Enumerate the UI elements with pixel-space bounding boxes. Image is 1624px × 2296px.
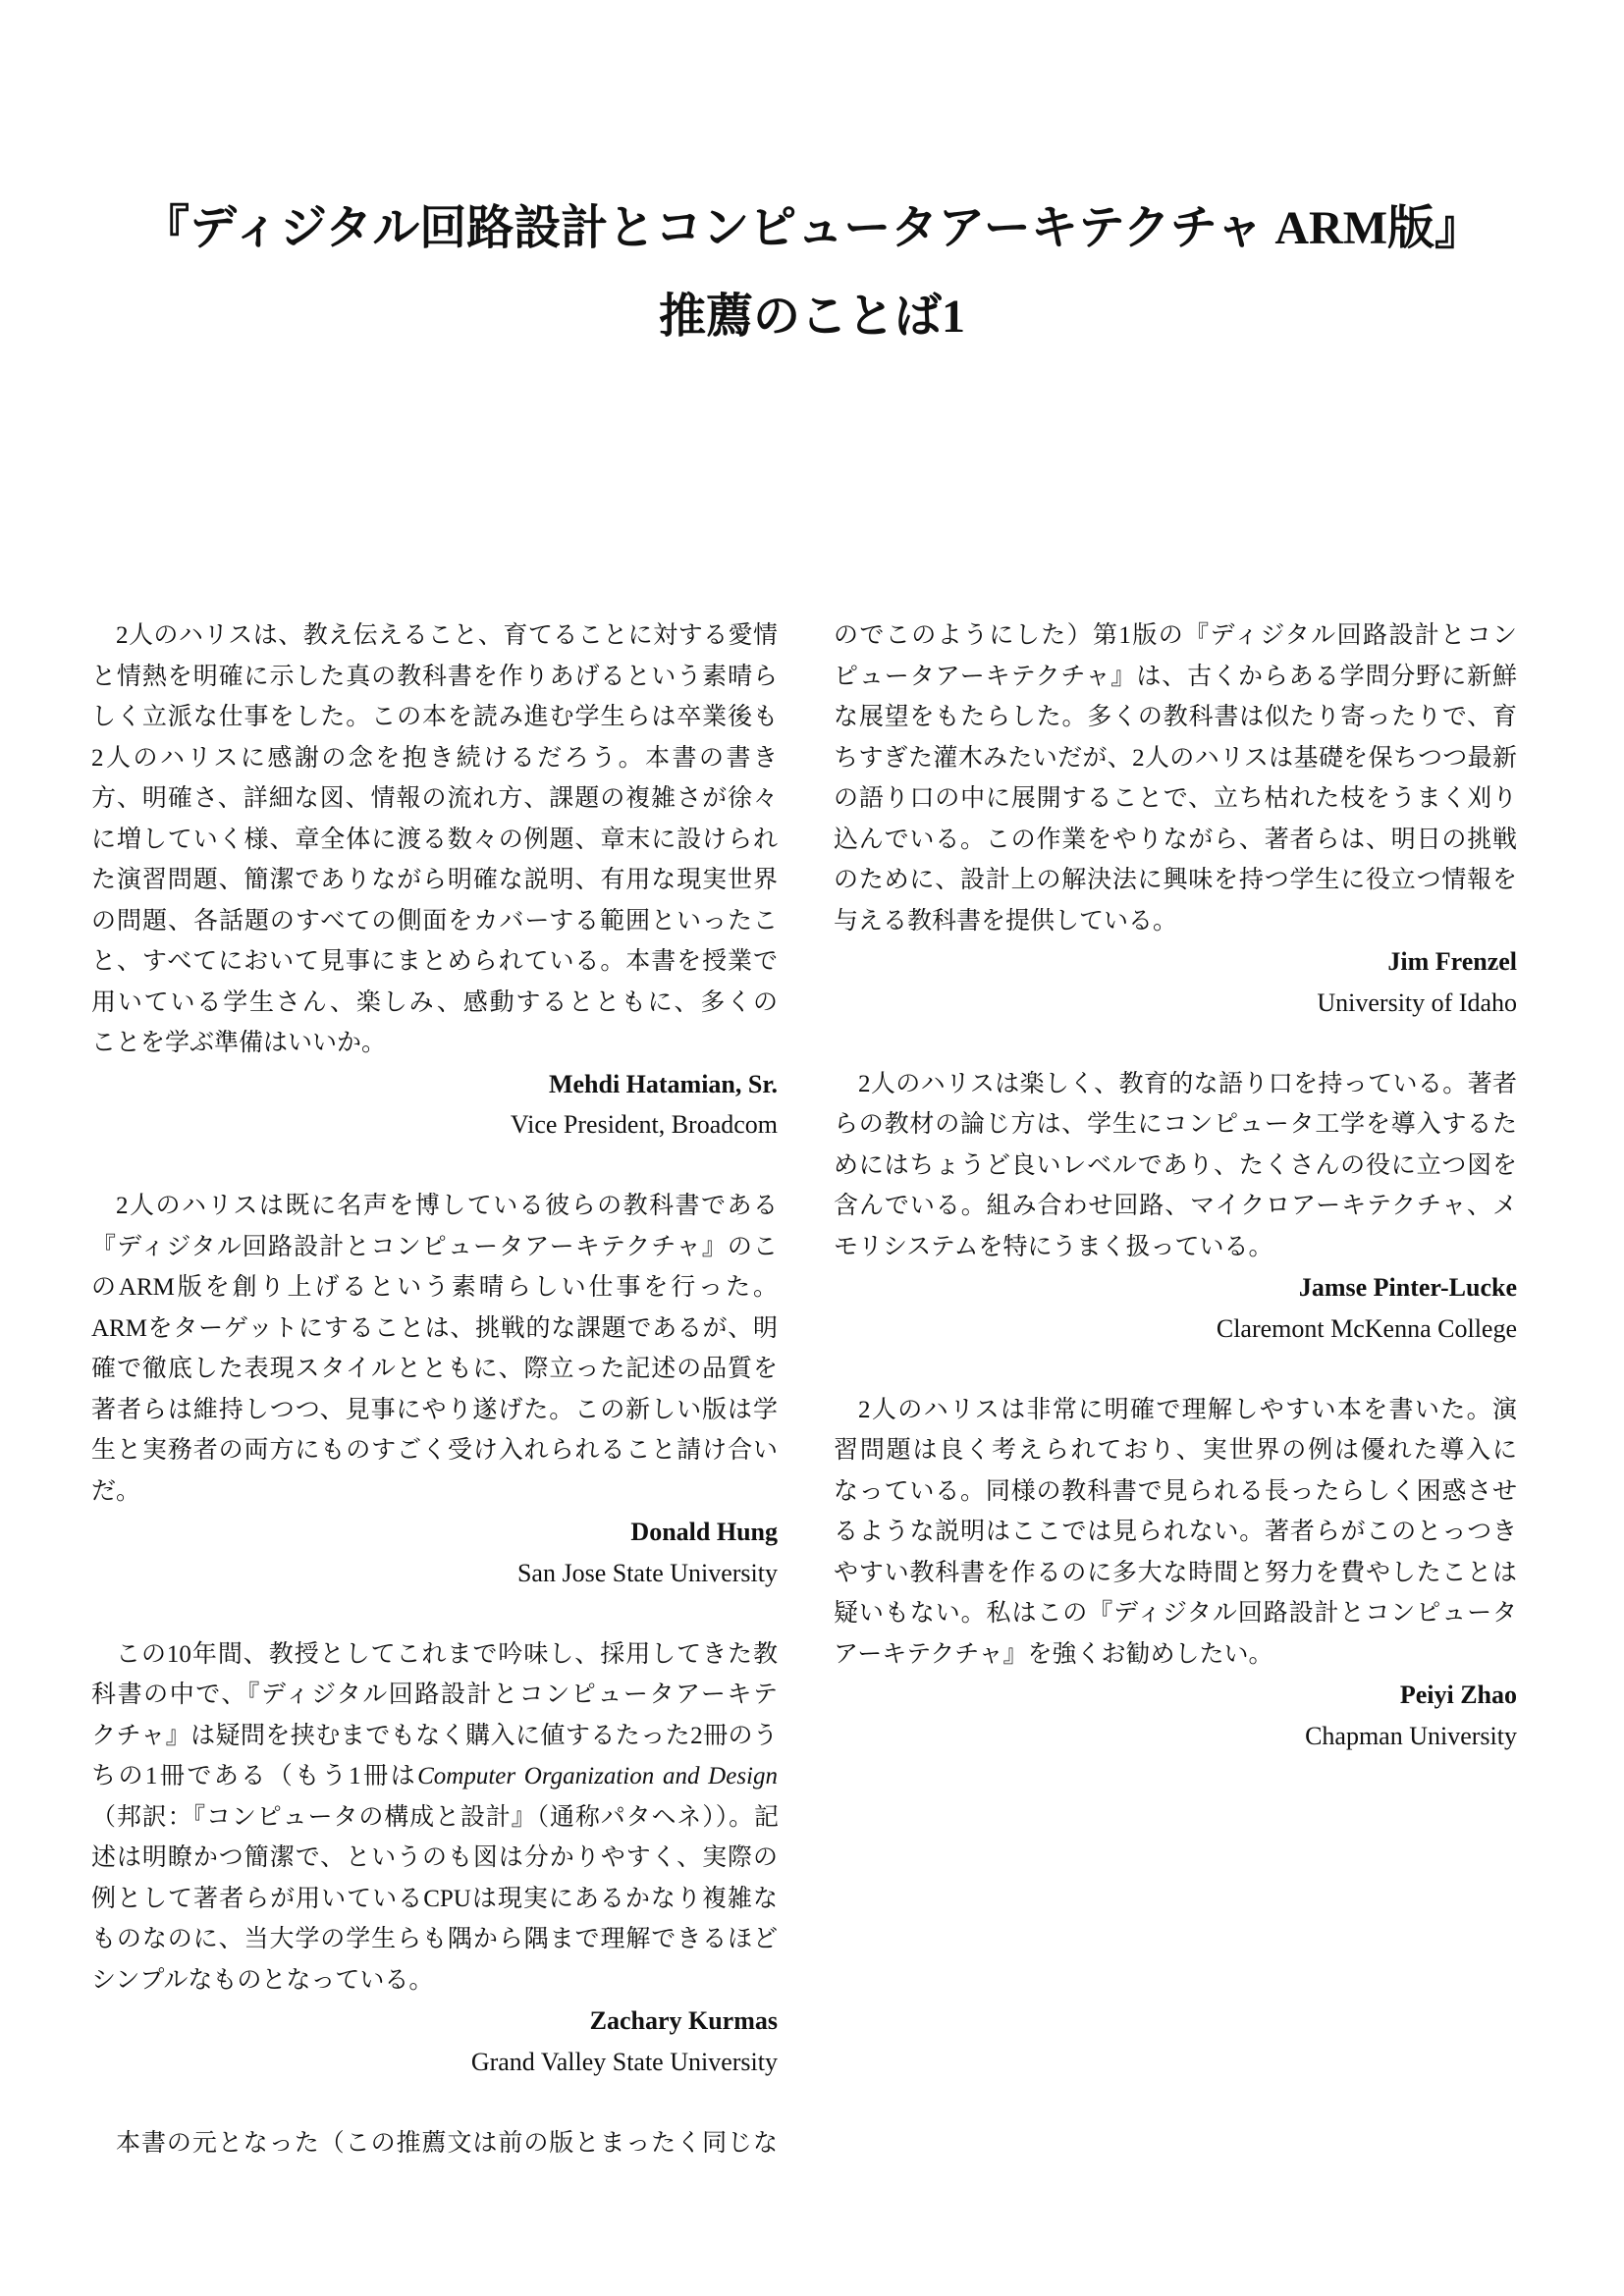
review-text-line: モリシステムを特にうまく扱っている。 (834, 1233, 1273, 1260)
page-title-line-2: 推薦のことば1 (658, 291, 965, 343)
page-title-line-1: 『ディジタル回路設計とコンピュータアーキテクチャ ARM版』 (141, 202, 1483, 254)
review-text-line: シンプルなものとなっている。 (91, 1966, 434, 1994)
review-text-line: ピュータアーキテクチャ』は、古くからある学問分野に新鮮 (834, 663, 1517, 690)
review-text-line: クチャ』は疑問を挟むまでもなく購入に値するたった2冊のう (91, 1722, 778, 1749)
review-text-line: ARMをターゲットにすることは、挑戦的な課題であるが、明 (91, 1314, 778, 1342)
left-column (91, 615, 778, 2163)
review-text (91, 1186, 778, 1512)
review-text (834, 615, 1517, 941)
reviewer-name: Donald Hung (630, 1518, 778, 1546)
review-text-line: に増していく様、章全体に渡る数々の例題、章末に設けられ (91, 826, 778, 853)
review-text-line: 含んでいる。組み合わせ回路、マイクロアーキテクチャ、メ (834, 1193, 1517, 1219)
review-text-line: 生と実務者の両方にものすごく受け入れられること請け合い (91, 1437, 778, 1464)
review (91, 1634, 778, 2083)
review-text-line: 著者らは維持しつつ、見事にやり遂げた。この新しい版は学 (91, 1396, 778, 1423)
review (834, 1064, 1517, 1350)
review (834, 615, 1517, 1023)
review-text-line: 2人のハリスは非常に明確で理解しやすい本を書いた。演 (858, 1396, 1517, 1423)
review (91, 2123, 778, 2164)
review (91, 615, 778, 1146)
review-text-line: なっている。同様の教科書で見られる長ったらしく困惑させ (834, 1477, 1517, 1505)
review-text-line: と、すべてにおいて見事にまとめられている。本書を授業で (91, 948, 778, 975)
review-text-line: だ。 (91, 1477, 141, 1505)
reviewer-affiliation: Claremont McKenna College (1216, 1313, 1517, 1343)
review-text-line: 2人のハリスは既に名声を博している彼らの教科書である (116, 1193, 778, 1219)
review-text-line: 述は明瞭かつ簡潔で、というのも図は分かりやすく、実際の (91, 1844, 778, 1871)
reviewer-name: Peiyi Zhao (1399, 1681, 1517, 1709)
review-text-line: 習問題は良く考えられており、実世界の例は優れた導入に (834, 1437, 1517, 1464)
review (834, 1390, 1517, 1757)
reviewer-name: Mehdi Hatamian, Sr. (548, 1069, 778, 1098)
review-text-line: 与える教科書を提供している。 (834, 907, 1178, 934)
review-text-line: 2人のハリスは楽しく、教育的な語り口を持っている。著者 (858, 1070, 1517, 1097)
review-text (91, 1634, 778, 2002)
review-text-line: 例として著者らが用いているCPUは現実にあるかなり複雑な (91, 1885, 778, 1912)
review-text-line: 込んでいる。この作業をやりながら、著者らは、明日の挑戦 (834, 826, 1517, 853)
reviewer-name: Jim Frenzel (1387, 947, 1517, 976)
review-text-line: 用いている学生さん、楽しみ、感動するとともに、多くの (91, 988, 778, 1016)
reviewer-affiliation: San Jose State University (516, 1558, 778, 1587)
review-text-line: の語り口の中に展開することで、立ち枯れた枝をうまく刈り (834, 785, 1517, 812)
review-text-line: ことを学ぶ準備はいいか。 (91, 1030, 387, 1056)
review-text-line: 疑いもない。私はこの『ディジタル回路設計とコンピュータ (834, 1600, 1517, 1627)
review-text-line: この10年間、教授としてこれまで吟味し、採用してきた教 (116, 1640, 778, 1668)
review-text-line: 科書の中で、『ディジタル回路設計とコンピュータアーキテ (91, 1682, 778, 1708)
review-text-line (91, 1756, 778, 1797)
review-text-line: めにはちょうど良いレベルであり、たくさんの役に立つ図を (834, 1151, 1517, 1179)
review-text (91, 2123, 778, 2164)
review-text-line: のために、設計上の解決法に興味を持つ学生に役立つ情報を (834, 867, 1517, 893)
review-text-line: な展望をもたらした。多くの教科書は似たり寄ったりで、育 (834, 704, 1517, 730)
book-title-italic: Computer Organization and Design (417, 1763, 778, 1789)
review-text-line: 方、明確さ、詳細な図、情報の流れ方、課題の複雑さが徐々 (91, 785, 778, 812)
reviewer-affiliation: University of Idaho (1317, 988, 1517, 1017)
review-text-line: 『ディジタル回路設計とコンピュータアーキテクチャ』のこ (91, 1233, 778, 1260)
right-column (834, 615, 1517, 1756)
review (91, 1186, 778, 1593)
reviewer-affiliation: Chapman University (1305, 1721, 1517, 1750)
review-text-line: らの教材の論じ方は、学生にコンピュータ工学を導入するた (834, 1111, 1517, 1138)
review-text (91, 615, 778, 1064)
review-text-line: （邦訳：『コンピュータの構成と設計』（通称パタヘネ））。記 (91, 1803, 778, 1831)
review-text-line: た演習問題、簡潔でありながら明確な説明、有用な現実世界 (91, 867, 778, 893)
reviewer-affiliation: Vice President, Broadcom (510, 1110, 778, 1139)
review-text-segment: ちの1冊である（もう1冊は (91, 1763, 418, 1789)
review-text-line: と情熱を明確に示した真の教科書を作りあげるという素晴ら (91, 663, 778, 690)
review-text-line: るような説明はここでは見られない。著者らがこのとっつき (834, 1519, 1517, 1545)
review-text (834, 1064, 1517, 1268)
review-text-line: ちすぎた灌木みたいだが、2人のハリスは基礎を保ちつつ最新 (834, 744, 1517, 772)
review-text-line: のでこのようにした）第1版の『ディジタル回路設計とコン (834, 622, 1517, 649)
reviewer-affiliation: Grand Valley State University (470, 2047, 778, 2076)
reviewer-name: Jamse Pinter-Lucke (1298, 1273, 1517, 1302)
review-text-line: の問題、各話題のすべての側面をカバーする範囲といったこ (91, 907, 778, 934)
review-text-line: 2人のハリスに感謝の念を抱き続けるだろう。本書の書き (91, 744, 778, 772)
review-text-line: しく立派な仕事をした。この本を読み進む学生らは卒業後も (91, 704, 778, 730)
review-text-line: 2人のハリスは、教え伝えること、育てることに対する愛情 (116, 622, 778, 649)
review-text-line: 確で徹底した表現スタイルとともに、際立った記述の品質を (91, 1356, 778, 1382)
page-title (0, 185, 1624, 361)
review-text-line: ものなのに、当大学の学生らも隅から隅まで理解できるほど (91, 1926, 778, 1952)
review-text-line: 本書の元となった（この推薦文は前の版とまったく同じな (116, 2129, 778, 2157)
review-text (834, 1390, 1517, 1676)
reviewer-name: Zachary Kurmas (589, 2006, 778, 2035)
review-text-line: アーキテクチャ』を強くお勧めしたい。 (834, 1640, 1273, 1668)
review-text-line: のARM版を創り上げるという素晴らしい仕事を行った。 (91, 1274, 778, 1301)
review-text-line: やすい教科書を作るのに多大な時間と努力を費やしたことは (834, 1559, 1517, 1586)
